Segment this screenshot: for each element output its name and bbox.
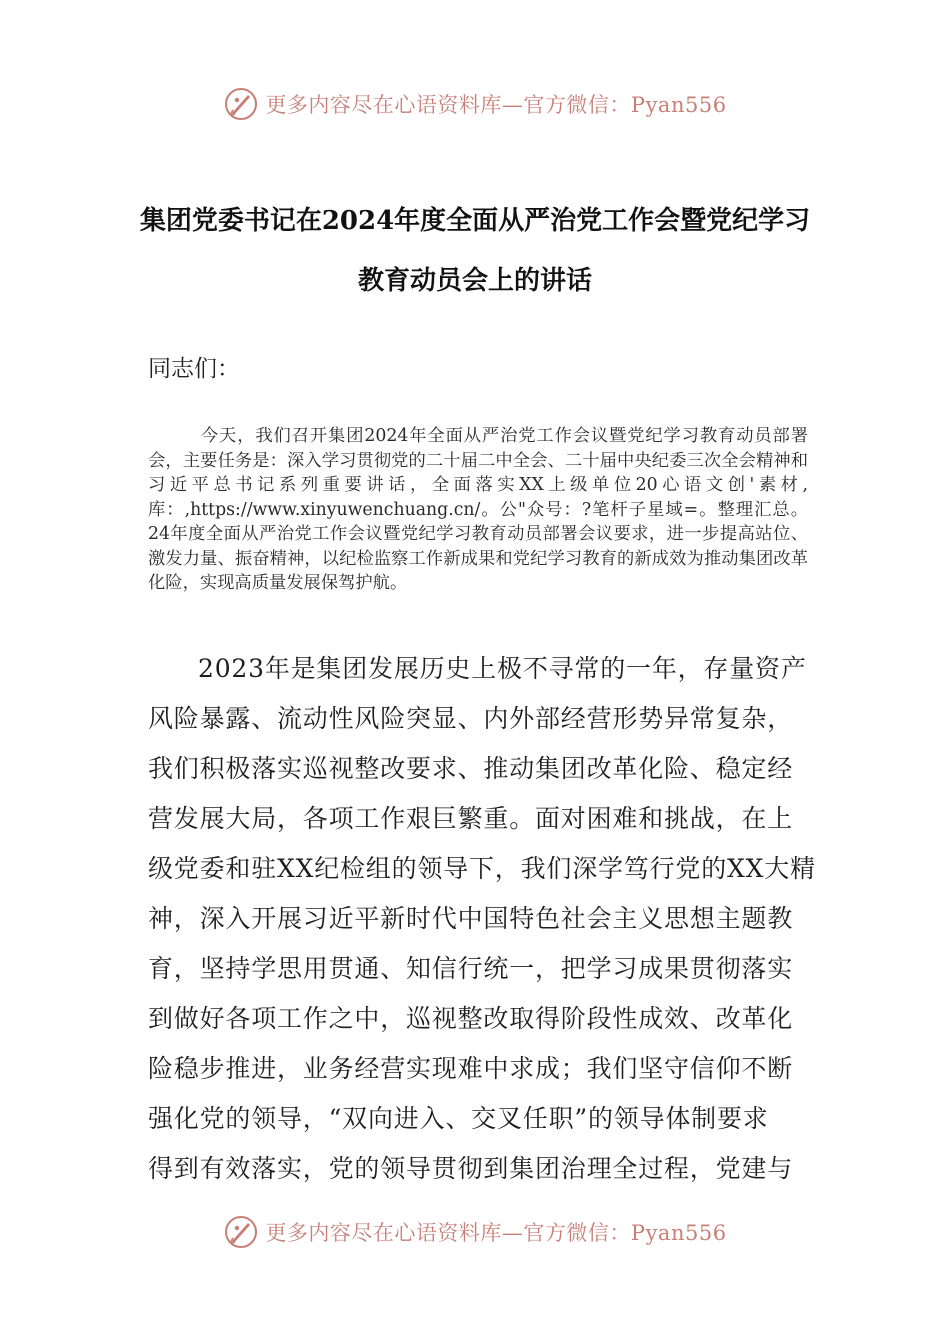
quill-logo-icon [223,86,259,122]
header-banner [0,84,950,124]
body-line: 到做好各项工作之中，巡视整改取得阶段性成效、改革化 [148,1004,794,1033]
body-paragraph [148,644,816,1194]
body-line: 得到有效落实，党的领导贯彻到集团治理全过程，党建与 [148,1154,794,1183]
greeting: 同志们： [148,356,240,382]
body-line: 神，深入开展习近平新时代中国特色社会主义思想主题教 [148,904,794,933]
body-line: 级党委和驻XX纪检组的领导下，我们深学笃行党的XX大精 [148,854,816,883]
body-line: 风险暴露、流动性风险突显、内外部经营形势异常复杂， [148,704,794,733]
footer-banner [0,1212,950,1252]
title-line-1: 集团党委书记在2024年度全面从严治党工作会暨党纪学习 [139,206,811,236]
intro-text: 今天，我们召开集团2024年全面从严治党工作会议暨党纪学习教育动员部署会，主要任务是：深入学习贯彻党的二十届二中全会、二十届中央纪委三次全会精神和习近平总书记系列重要讲话，全面落实XX上级单位20心语文创'素材,库：,https://www.xinyuwenchuang.cn/。公"众号：?笔杆子星域=。整理汇总。24年度全面从严治党工作会议暨党纪学习教育动员部署会议要求，进一步提高站位、激发力量、振奋精神，以纪检监察工作新成果和党纪学习教育的新成效为推动集团改革化险，实现高质量发展保驾护航。 [148,426,808,593]
header-banner-text: 更多内容尽在心语资料库—官方微信：Pyan556 [265,93,727,117]
body-line: 育，坚持学思用贯通、知信行统一，把学习成果贯彻落实 [148,954,794,983]
body-line: 营发展大局，各项工作艰巨繁重。面对困难和挑战，在上 [148,804,794,833]
body-line: 险稳步推进，业务经营实现难中求成；我们坚守信仰不断 [148,1054,794,1083]
intro-paragraph [148,424,808,596]
quill-logo-icon [223,1214,259,1250]
body-line: 2023年是集团发展历史上极不寻常的一年，存量资产 [198,654,807,683]
title-line-2: 教育动员会上的讲话 [357,266,592,296]
body-line: 我们积极落实巡视整改要求、推动集团改革化险、稳定经 [148,754,794,783]
body-line: 强化党的领导，“双向进入、交叉任职”的领导体制要求 [148,1104,769,1133]
footer-banner-text: 更多内容尽在心语资料库—官方微信：Pyan556 [265,1221,727,1245]
